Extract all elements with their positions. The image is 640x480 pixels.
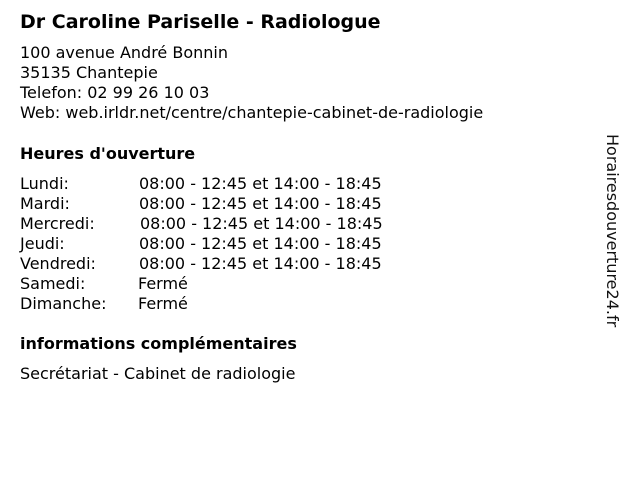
day-label: Dimanche: bbox=[20, 294, 107, 313]
time-value: 08:00 - 12:45 et 14:00 - 18:45 bbox=[139, 194, 382, 213]
phone-number: Telefon: 02 99 26 10 03 bbox=[20, 83, 210, 102]
info-text: Secrétariat - Cabinet de radiologie bbox=[20, 364, 296, 383]
site-watermark: Horairesdouverture24.fr bbox=[603, 134, 622, 328]
day-label: Lundi: bbox=[20, 174, 69, 193]
street-address: 100 avenue André Bonnin bbox=[20, 43, 228, 62]
day-label: Mardi: bbox=[20, 194, 70, 213]
time-value: Fermé bbox=[138, 274, 188, 293]
page-title: Dr Caroline Pariselle - Radiologue bbox=[20, 11, 381, 33]
hours-heading: Heures d'ouverture bbox=[20, 144, 196, 163]
day-label: Mercredi: bbox=[20, 214, 95, 233]
time-value: 08:00 - 12:45 et 14:00 - 18:45 bbox=[139, 254, 382, 273]
city-address: 35135 Chantepie bbox=[20, 63, 158, 82]
address-block bbox=[20, 43, 483, 123]
time-value: 08:00 - 12:45 et 14:00 - 18:45 bbox=[140, 214, 383, 233]
time-value: Fermé bbox=[138, 294, 188, 313]
day-label: Samedi: bbox=[20, 274, 86, 293]
day-label: Jeudi: bbox=[20, 234, 65, 253]
info-heading: informations complémentaires bbox=[20, 334, 297, 353]
website-link[interactable]: Web: web.irldr.net/centre/chantepie-cabinet-de-radiologie bbox=[20, 103, 484, 122]
time-value: 08:00 - 12:45 et 14:00 - 18:45 bbox=[139, 234, 382, 253]
day-label: Vendredi: bbox=[20, 254, 96, 273]
time-value: 08:00 - 12:45 et 14:00 - 18:45 bbox=[139, 174, 382, 193]
